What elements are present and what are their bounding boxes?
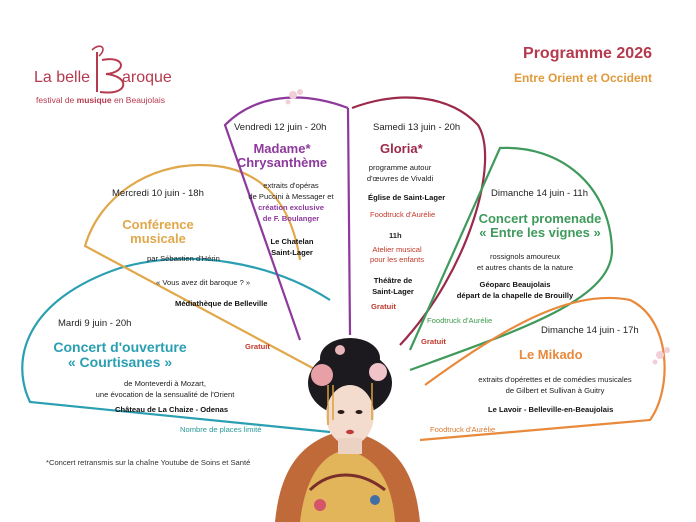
event-3-date: Vendredi 12 juin - 20h <box>234 122 327 133</box>
logo-name-right: aroque <box>122 69 172 86</box>
event-4-workshop: Atelier musical pour les enfants <box>369 245 425 265</box>
event-4-foodtruck: Foodtruck d'Aurélie <box>370 210 436 219</box>
event-2-speaker: par Sébastien d'Hérin <box>147 254 220 263</box>
event-5-date: Dimanche 14 juin - 11h <box>491 188 588 199</box>
event-4-time: 11h <box>389 231 402 240</box>
event-5-price: Gratuit <box>421 337 446 346</box>
event-2-price: Gratuit <box>245 342 270 351</box>
logo-tagline: festival de musique en Beaujolais <box>36 95 166 105</box>
event-1-title: Concert d'ouverture « Courtisanes » <box>53 339 187 371</box>
event-4-place: Église de Saint-Lager <box>368 193 446 202</box>
programme-subtitle: Entre Orient et Occident <box>513 71 652 85</box>
event-6-foodtruck: Foodtruck d'Aurélie <box>430 425 496 434</box>
geisha-illustration <box>275 338 420 522</box>
event-6-place: Le Lavoir - Belleville-en-Beaujolais <box>488 405 614 414</box>
event-5-title: Concert promenade « Entre les vignes » <box>478 211 602 241</box>
programme-title: Programme 2026 <box>523 45 652 62</box>
event-3-place: Le Chatelan Saint-Lager <box>270 237 314 257</box>
event-2-title: Conférence musicale <box>122 217 194 247</box>
event-6-title: Le Mikado <box>519 347 583 362</box>
logo-name-left: La belle <box>34 69 91 86</box>
event-4-date: Samedi 13 juin - 20h <box>373 122 461 133</box>
logo-mark <box>92 46 123 92</box>
event-2-date: Mercredi 10 juin - 18h <box>112 188 204 199</box>
event-6-date: Dimanche 14 juin - 17h <box>541 325 639 336</box>
event-2-place: Médiathèque de Belleville <box>175 299 268 308</box>
event-4-description: programme autour d'œuvres de Vivaldi <box>366 163 434 183</box>
event-4-price: Gratuit <box>371 302 396 311</box>
event-1-date: Mardi 9 juin - 20h <box>58 318 132 329</box>
event-3-title: Madame* Chrysanthème <box>236 141 328 171</box>
event-1-note: Nombre de places limité <box>180 425 262 434</box>
event-5-description: rossignols amoureux et autres chants de la nature <box>476 252 574 272</box>
event-1-description: de Monteverdi à Mozart, une évocation de la sensualité de l'Orient <box>95 379 235 399</box>
event-2-quote: « Vous avez dit baroque ? » <box>156 278 251 287</box>
fan-divider-purple <box>348 108 350 335</box>
event-4-place-2: Théâtre de Saint-Lager <box>372 276 414 296</box>
event-5-foodtruck: Foodtruck d'Aurélie <box>427 316 493 325</box>
event-4-title: Gloria* <box>380 141 423 156</box>
event-3-creation: création exclusive de F. Boulanger <box>258 203 324 223</box>
event-3-description: extraits d'opéras de Puccini à Messager et <box>248 181 334 201</box>
event-6-description: extraits d'opérettes et de comédies musicales de Gilbert et Sullivan à Guitry <box>478 375 632 395</box>
footnote: *Concert retransmis sur la chaîne Youtube de Soins et Santé <box>46 458 251 467</box>
event-5-place: Géoparc Beaujolais départ de la chapelle de Brouilly <box>456 280 574 300</box>
event-1-place: Château de La Chaize - Odenas <box>115 405 229 414</box>
